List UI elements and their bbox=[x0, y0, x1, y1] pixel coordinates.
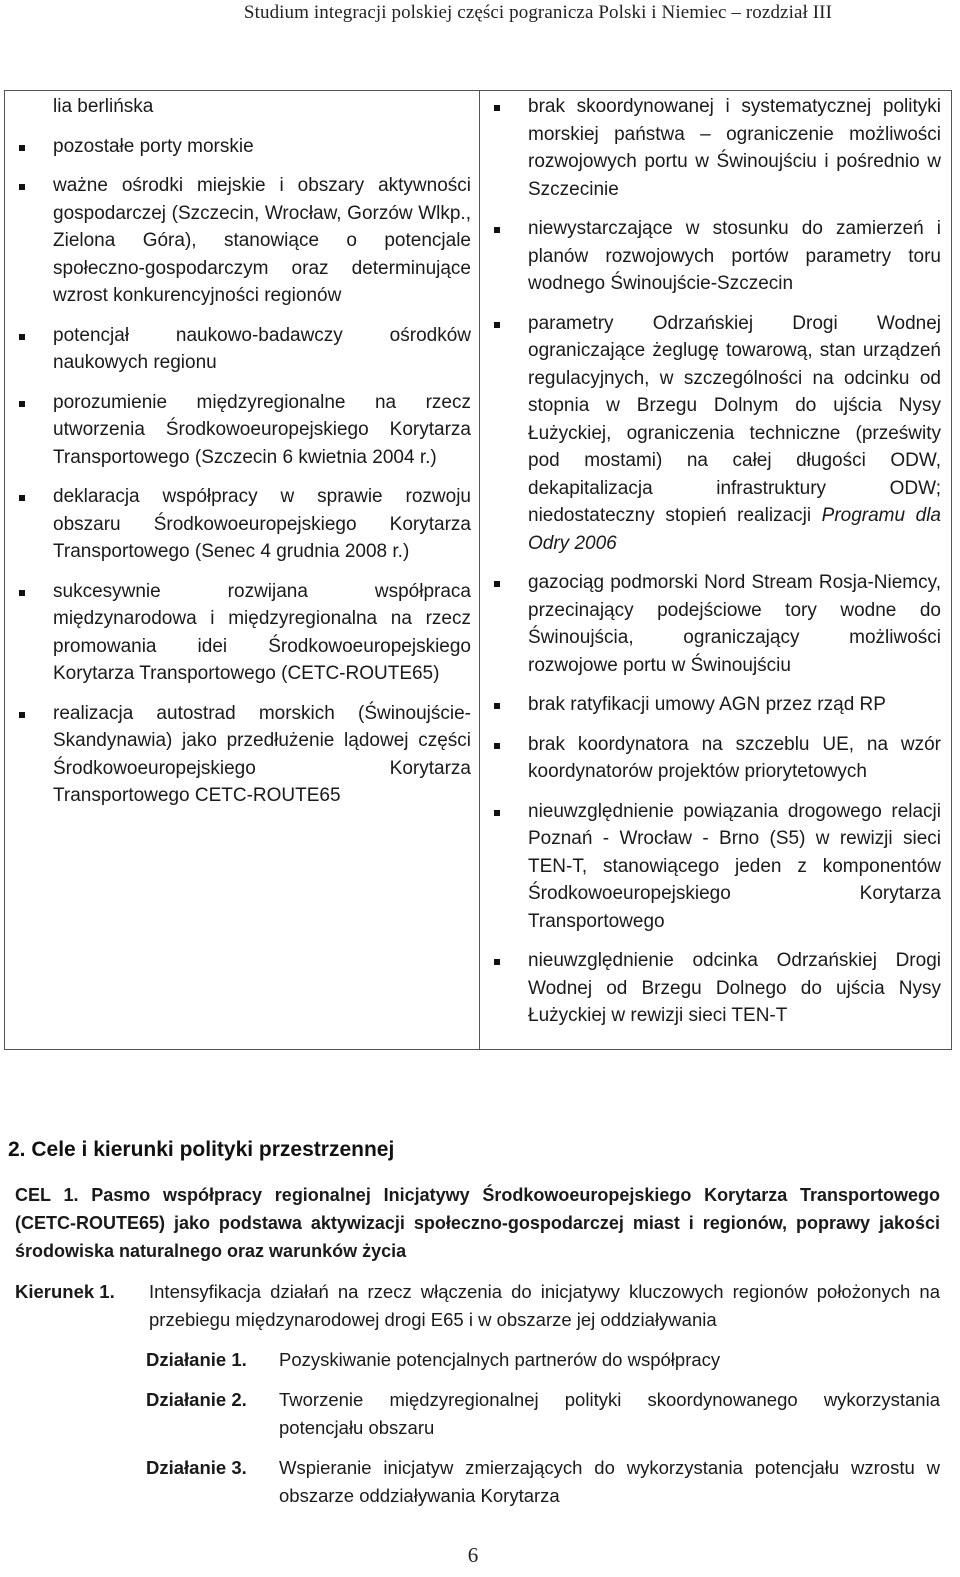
list-item bbox=[494, 93, 941, 203]
list-item bbox=[19, 93, 471, 121]
page-number: 6 bbox=[467, 1543, 479, 1567]
square-bullet-icon bbox=[19, 334, 25, 340]
list-item-text: sukcesywnie rozwijana współpraca międzynarodowa i międzyregionalna na rzecz promowania idei Środkowoeuropejskiego Korytarza Transportowego (CETC-ROUTE65) bbox=[53, 580, 471, 684]
list-item-text: nieuwzględnienie powiązania drogowego relacji Poznań - Wrocław - Brno (S5) w rewizji sieci TEN-T, stanowiącego jeden z komponentów Środkowoeuropejskiego Korytarza Transportowego bbox=[528, 800, 941, 932]
action-label: Działanie 3. bbox=[146, 1457, 247, 1478]
list-item bbox=[494, 731, 941, 786]
square-bullet-icon bbox=[494, 959, 500, 965]
action-item bbox=[146, 1386, 940, 1442]
list-item bbox=[19, 389, 471, 472]
strengths-column bbox=[5, 91, 480, 1049]
list-item bbox=[494, 310, 941, 558]
square-bullet-icon bbox=[494, 105, 500, 111]
square-bullet-icon bbox=[494, 810, 500, 816]
action-label: Działanie 2. bbox=[146, 1389, 247, 1410]
action-label: Działanie 1. bbox=[146, 1349, 247, 1370]
list-item-text: brak skoordynowanej i systematycznej polityki morskiej państwa – ograniczenie możliwości rozwojowych portu w Świnoujściu i pośrednio w Szczecinie bbox=[528, 96, 941, 200]
list-item bbox=[19, 483, 471, 566]
section-title: 2. Cele i kierunki polityki przestrzennej bbox=[8, 1138, 395, 1161]
list-item-text: ważne ośrodki miejskie i obszary aktywności gospodarczej (Szczecin, Wrocław, Gorzów Wlkp., Zielona Góra), stanowiące o potencjale społeczno-gospodarczym oraz determinujące wzrost konkurencyjności regionów bbox=[53, 175, 471, 306]
swot-table bbox=[4, 90, 952, 1050]
square-bullet-icon bbox=[19, 184, 25, 190]
list-item bbox=[494, 569, 941, 679]
square-bullet-icon bbox=[494, 743, 500, 749]
square-bullet-icon bbox=[494, 322, 500, 328]
list-item bbox=[19, 578, 471, 688]
action-text: Wspieranie inicjatyw zmierzających do wykorzystania potencjału wzrostu w obszarze oddziaływania Korytarza bbox=[279, 1457, 940, 1506]
list-item bbox=[19, 133, 471, 161]
list-item-text: gazociąg podmorski Nord Stream Rosja-Niemcy, przecinający podejściowe tory wodne do Świnoujścia, ograniczający możliwości rozwojowe portu w Świnoujściu bbox=[528, 572, 941, 676]
strengths-list bbox=[19, 93, 471, 810]
list-item bbox=[494, 215, 941, 298]
list-item bbox=[19, 700, 471, 810]
list-item bbox=[19, 322, 471, 377]
actions-list bbox=[146, 1346, 940, 1522]
weaknesses-column bbox=[480, 91, 951, 1049]
list-item-text: brak ratyfikacji umowy AGN przez rząd RP bbox=[528, 694, 886, 715]
action-item bbox=[146, 1346, 940, 1374]
square-bullet-icon bbox=[19, 712, 25, 718]
list-item bbox=[19, 172, 471, 310]
list-item-text: realizacja autostrad morskich (Świnoujście-Skandynawia) jako przedłużenie lądowej części Środkowoeuropejskiego Korytarza Transportowego CETC-ROUTE65 bbox=[53, 702, 471, 806]
list-item-text: lia berlińska bbox=[53, 96, 154, 117]
square-bullet-icon bbox=[19, 495, 25, 501]
list-item-text: nieuwzględnienie odcinka Odrzańskiej Drogi Wodnej od Brzegu Dolnego do ujścia Nysy Łużyckiej w rewizji sieci TEN-T bbox=[528, 950, 941, 1026]
list-item-text: niewystarczające w stosunku do zamierzeń i planów rozwojowych portów parametry toru wodnego Świnoujście-Szczecin bbox=[528, 218, 941, 294]
list-item bbox=[494, 798, 941, 936]
list-item-text: porozumienie międzyregionalne na rzecz utworzenia Środkowoeuropejskiego Korytarza Transportowego (Szczecin 6 kwietnia 2004 r.) bbox=[53, 391, 471, 468]
program-title-italic: Programu dla Odry 2006 bbox=[528, 505, 942, 554]
direction-text: Intensyfikacja działań na rzecz włączenia do inicjatywy kluczowych regionów położonych na przebiegu międzynarodowej drogi E65 i w obszarze jej oddziaływania bbox=[149, 1281, 940, 1330]
list-item bbox=[494, 947, 941, 1030]
list-item bbox=[494, 691, 941, 719]
square-bullet-icon bbox=[494, 227, 500, 233]
list-item-text: deklaracja współpracy w sprawie rozwoju obszaru Środkowoeuropejskiego Korytarza Transportowego (Senec 4 grudnia 2008 r.) bbox=[53, 486, 471, 562]
square-bullet-icon bbox=[494, 581, 500, 587]
list-item-text: pozostałe porty morskie bbox=[53, 135, 254, 157]
action-text: Tworzenie międzyregionalnej polityki skoordynowanego wykorzystania potencjału obszaru bbox=[279, 1389, 940, 1438]
action-item bbox=[146, 1454, 940, 1510]
square-bullet-icon bbox=[19, 401, 25, 407]
weaknesses-list bbox=[494, 93, 941, 1030]
list-item-text: brak koordynatora na szczeblu UE, na wzór koordynatorów projektów priorytetowych bbox=[528, 733, 941, 782]
square-bullet-icon bbox=[494, 703, 500, 709]
goal-paragraph: CEL 1. Pasmo współpracy regionalnej Inicjatywy Środkowoeuropejskiego Korytarza Transportowego (CETC-ROUTE65) jako podstawa aktywizacji społeczno-gospodarczej miast i regionów, poprawy jakości środowiska naturalnego oraz warunków życia bbox=[15, 1185, 940, 1261]
square-bullet-icon bbox=[19, 590, 25, 596]
running-header: Studium integracji polskiej części pogranicza Polski i Niemiec – rozdział III bbox=[243, 2, 832, 23]
action-text: Pozyskiwanie potencjalnych partnerów do współpracy bbox=[279, 1349, 721, 1370]
direction-block bbox=[15, 1278, 940, 1334]
direction-label: Kierunek 1. bbox=[15, 1281, 115, 1302]
list-item-text: parametry Odrzańskiej Drogi Wodnej ograniczające żeglugę towarową, stan urządzeń regulacyjnych, w szczególności na odcinku od stopnia w Brzegu Dolnym do ujścia Nysy Łużyckiej, ograniczenia techniczne (prześwity pod mostami) na całej długości ODW, dekapitalizacja infrastruktury ODW; niedostateczny stopień realizacji bbox=[528, 312, 941, 526]
list-item-text: potencjał naukowo-badawczy ośrodków naukowych regionu bbox=[53, 324, 471, 373]
square-bullet-icon bbox=[19, 145, 25, 151]
